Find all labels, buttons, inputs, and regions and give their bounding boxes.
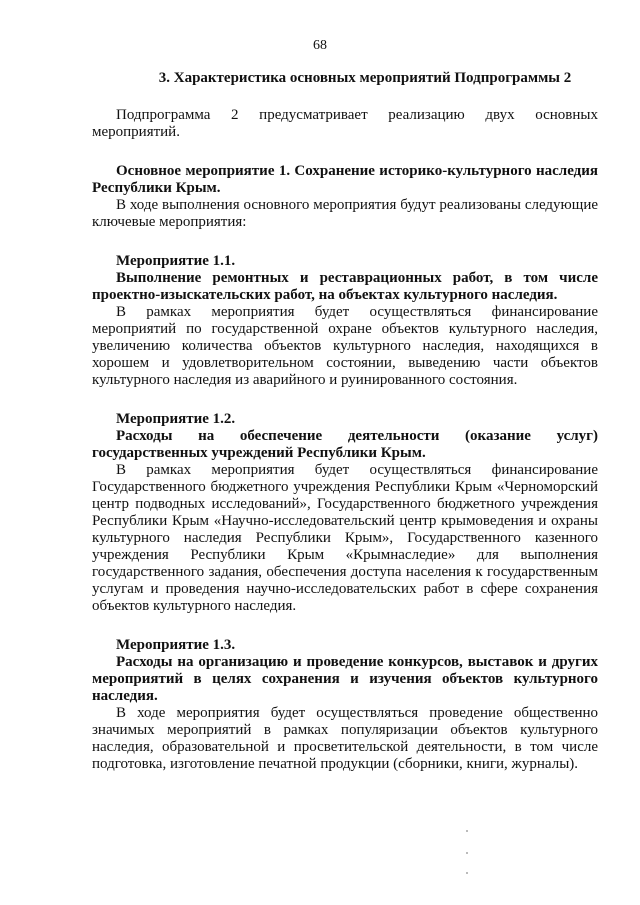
main-activity-title: Основное мероприятие 1. Сохранение историко-культурного наследия Республики Крым. xyxy=(92,163,598,196)
scan-speck xyxy=(466,830,468,832)
activity-1-1-text: В рамках мероприятия будет осуществляться финансирование мероприятий по государственной охране объектов культурного наследия, увеличению количества объектов культурного наследия, находящихся в хорошем и удовлетворительном состоянии, выведению части объектов культурного наследия из аварийного и руинированного состояния. xyxy=(92,304,598,388)
page-number: 68 xyxy=(313,38,327,53)
activity-1-2-label: Мероприятие 1.2. xyxy=(116,411,236,427)
activity-1-3-text: В ходе мероприятия будет осуществляться проведение общественно значимых мероприятий в рамках популяризации объектов культурного наследия, образовательной и просветительской деятельности, в том числе подготовка, изготовление печатной продукции (сборники, книги, журналы). xyxy=(92,705,598,772)
activity-1-1-block xyxy=(92,253,598,389)
scan-speck xyxy=(466,872,468,874)
main-activity-text: В ходе выполнения основного мероприятия будут реализованы следующие ключевые мероприятия: xyxy=(92,197,598,230)
activity-1-2-block xyxy=(92,411,598,615)
activity-1-3-label: Мероприятие 1.3. xyxy=(116,637,236,653)
section-heading: 3. Характеристика основных мероприятий Подпрограммы 2 xyxy=(158,70,572,86)
activity-1-3-block xyxy=(92,637,598,773)
scan-speck xyxy=(466,852,468,854)
activity-1-3-title: Расходы на организацию и проведение конкурсов, выставок и других мероприятий в целях сохранения и изучения объектов культурного наследия. xyxy=(92,654,598,704)
main-activity-block xyxy=(92,163,598,231)
intro-paragraph: Подпрограмма 2 предусматривает реализацию двух основных мероприятий. xyxy=(92,107,598,140)
activity-1-2-title: Расходы на обеспечение деятельности (оказание услуг) государственных учреждений Республики Крым. xyxy=(92,428,598,461)
activity-1-2-text: В рамках мероприятия будет осуществляться финансирование Государственного бюджетного учреждения Республики Крым «Черноморский центр подводных исследований», Государственного бюджетного учреждения Республики Крым «Научно-исследовательский центр крымоведения и охраны культурного наследия Республики Крым», Государственного казенного учреждения Республики Крым «Крымнаследие» для выполнения государственного задания, обеспечения доступа населения к государственным услугам и проведения научно-исследовательских работ в сфере сохранения объектов культурного наследия. xyxy=(92,462,598,614)
document-body xyxy=(92,70,598,773)
activity-1-1-title: Выполнение ремонтных и реставрационных работ, в том числе проектно-изыскательских работ, на объектах культурного наследия. xyxy=(92,270,598,303)
activity-1-1-label: Мероприятие 1.1. xyxy=(116,253,236,269)
